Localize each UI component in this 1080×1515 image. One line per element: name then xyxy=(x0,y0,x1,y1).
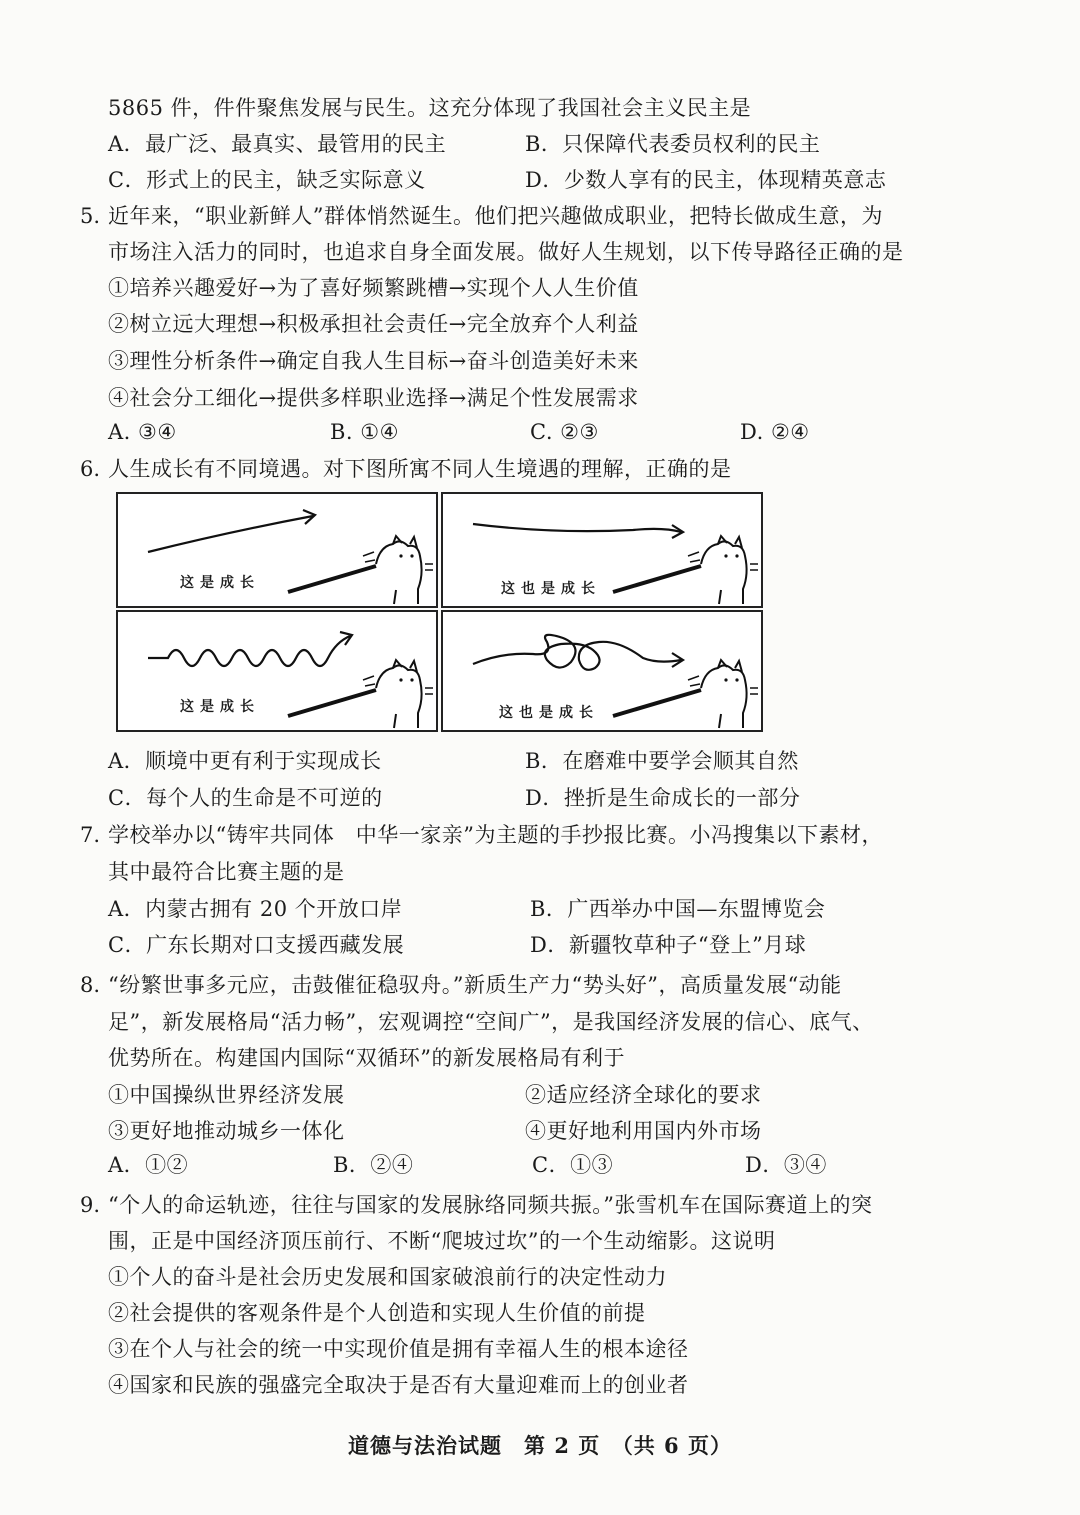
q7-stem-line-2: 其中最符合比赛主题的是 xyxy=(108,860,345,884)
panel-4-drawing xyxy=(443,612,761,730)
q6-stem: 人生成长有不同境遇。对下图所寓不同人生境遇的理解，正确的是 xyxy=(108,457,732,481)
q7-option-c: C．广东长期对口支援西藏发展 xyxy=(108,933,405,957)
q5-option-c: C. ②③ xyxy=(530,420,599,444)
q5-option-d: D. ②④ xyxy=(740,420,810,444)
q7-option-b: B．广西举办中国—东盟博览会 xyxy=(530,897,826,921)
q7-option-a: A．内蒙古拥有 20 个开放口岸 xyxy=(108,897,403,921)
q7-number: 7. xyxy=(80,823,101,847)
q9-item-4: ④国家和民族的强盛完全取决于是否有大量迎难而上的创业者 xyxy=(108,1373,689,1397)
q9-stem-line-2: 围，正是中国经济顶压前行、不断“爬坡过坎”的一个生动缩影。这说明 xyxy=(108,1229,776,1253)
q5-option-a: A. ③④ xyxy=(108,420,177,444)
panel-1-caption: 这是成长 xyxy=(180,575,260,591)
q8-item-2: ②适应经济全球化的要求 xyxy=(525,1083,762,1107)
q8-item-1: ①中国操纵世界经济发展 xyxy=(108,1083,345,1107)
q4-option-a: A．最广泛、最真实、最管用的民主 xyxy=(108,132,447,156)
panel-3-caption: 这是成长 xyxy=(180,699,260,715)
comic-panel-2 xyxy=(441,492,763,608)
q4-stem-continuation: 5865 件，件件聚焦发展与民生。这充分体现了我国社会主义民主是 xyxy=(108,96,752,120)
q5-stem-line-1: 近年来，“职业新鲜人”群体悄然诞生。他们把兴趣做成职业，把特长做成生意，为 xyxy=(108,204,883,228)
q4-option-b: B．只保障代表委员权利的民主 xyxy=(525,132,821,156)
q5-item-2: ②树立远大理想→积极承担社会责任→完全放弃个人利益 xyxy=(108,312,639,336)
q9-item-1: ①个人的奋斗是社会历史发展和国家破浪前行的决定性动力 xyxy=(108,1265,667,1289)
q6-number: 6. xyxy=(80,457,101,481)
q4-option-c: C．形式上的民主，缺乏实际意义 xyxy=(108,168,426,192)
panel-2-caption: 这也是成长 xyxy=(501,581,601,597)
panel-1-drawing xyxy=(118,494,436,606)
q5-item-1: ①培养兴趣爱好→为了喜好频繁跳槽→实现个人人生价值 xyxy=(108,276,639,300)
page-footer: 道德与法治试题 第 2 页 （共 6 页） xyxy=(348,1433,732,1458)
q9-stem-line-1: “个人的命运轨迹，往往与国家的发展脉络同频共振。”张雪机车在国际赛道上的突 xyxy=(108,1193,873,1217)
q8-stem-line-1: “纷繁世事多元应，击鼓催征稳驭舟。”新质生产力“势头好”，高质量发展“动能 xyxy=(108,973,842,997)
q5-option-b: B. ①④ xyxy=(330,420,399,444)
q5-item-4: ④社会分工细化→提供多样职业选择→满足个性发展需求 xyxy=(108,386,639,410)
q6-option-b: B．在磨难中要学会顺其自然 xyxy=(525,749,799,773)
q6-option-a: A．顺境中更有利于实现成长 xyxy=(108,749,382,773)
q8-item-3: ③更好地推动城乡一体化 xyxy=(108,1119,345,1143)
q8-stem-line-3: 优势所在。构建国内国际“双循环”的新发展格局有利于 xyxy=(108,1046,625,1070)
q8-option-a: A．①② xyxy=(108,1153,189,1177)
q9-item-2: ②社会提供的客观条件是个人创造和实现人生价值的前提 xyxy=(108,1301,646,1325)
q8-number: 8. xyxy=(80,973,101,997)
q5-stem-line-2: 市场注入活力的同时，也追求自身全面发展。做好人生规划，以下传导路径正确的是 xyxy=(108,240,904,264)
q9-item-3: ③在个人与社会的统一中实现价值是拥有幸福人生的根本途径 xyxy=(108,1337,689,1361)
q8-stem-line-2: 足”，新发展格局“活力畅”，宏观调控“空间广”，是我国经济发展的信心、底气、 xyxy=(108,1010,874,1034)
comic-panel-4 xyxy=(441,610,763,732)
q8-item-4: ④更好地利用国内外市场 xyxy=(525,1119,762,1143)
comic-panel-3 xyxy=(116,610,438,732)
q7-option-d: D．新疆牧草种子“登上”月球 xyxy=(530,933,807,957)
panel-4-caption: 这也是成长 xyxy=(499,705,599,721)
q6-option-d: D．挫折是生命成长的一部分 xyxy=(525,786,801,810)
panel-2-drawing xyxy=(443,494,761,606)
q9-number: 9. xyxy=(80,1193,101,1217)
q4-option-d: D．少数人享有的民主，体现精英意志 xyxy=(525,168,887,192)
q5-item-3: ③理性分析条件→确定自我人生目标→奋斗创造美好未来 xyxy=(108,349,639,373)
q5-number: 5. xyxy=(80,204,101,228)
q8-option-b: B．②④ xyxy=(333,1153,414,1177)
panel-3-drawing xyxy=(118,612,436,730)
q7-stem-line-1: 学校举办以“铸牢共同体 中华一家亲”为主题的手抄报比赛。小冯搜集以下素材， xyxy=(108,823,883,847)
q6-option-c: C．每个人的生命是不可逆的 xyxy=(108,786,383,810)
q8-option-c: C．①③ xyxy=(532,1153,614,1177)
q8-option-d: D．③④ xyxy=(745,1153,827,1177)
comic-panel-1 xyxy=(116,492,438,608)
